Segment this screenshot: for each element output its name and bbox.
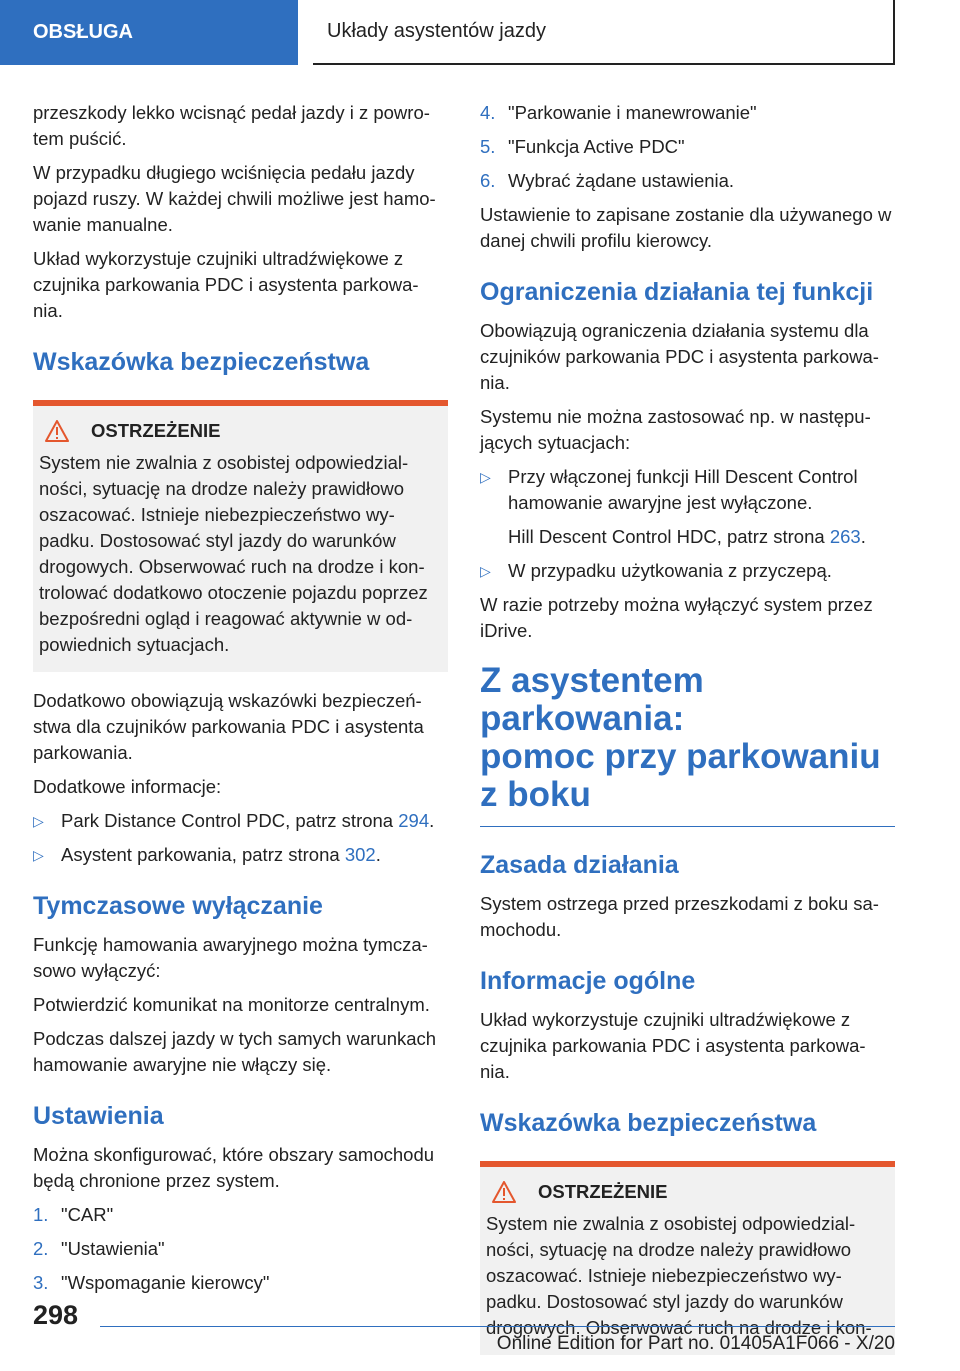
page-link[interactable]: 263 bbox=[829, 526, 861, 547]
warning-header bbox=[39, 420, 438, 442]
heading-safety: Wskazówka bezpieczeństwa bbox=[33, 348, 370, 376]
list-item bbox=[33, 808, 448, 834]
step-number: 4. bbox=[480, 102, 496, 123]
chapter-heading-line: z boku bbox=[480, 775, 591, 814]
chapter-heading-line: pomoc przy parkowaniu bbox=[480, 737, 881, 776]
heading-general-info: Informacje ogólne bbox=[480, 967, 696, 995]
warning-title: OSTRZEŻENIE bbox=[538, 1181, 668, 1202]
step-text: "Funkcja Active PDC" bbox=[508, 136, 685, 157]
heading-limitations: Ograniczenia działania tej funkcji bbox=[480, 278, 874, 306]
step-text: Wybrać żądane ustawienia. bbox=[508, 170, 735, 191]
step-number: 1. bbox=[33, 1204, 49, 1225]
step-number: 3. bbox=[33, 1272, 49, 1293]
section-tab bbox=[0, 0, 298, 65]
list-item-text: Park Distance Control PDC, patrz strona 294. bbox=[61, 810, 435, 831]
warning-text: System nie zwalnia z osobistej odpowiedzial-ności, sytuację na drodze należy prawidłowo oszacować. Istnieje niebezpieczeństwo wy-padku. Dostosować styl jazdy do warunków drogowych. Obserwować ruch na drodze i kon- bbox=[486, 1213, 872, 1338]
warning-header bbox=[486, 1181, 885, 1203]
paragraph: W razie potrzeby można wyłączyć system przez iDrive. bbox=[480, 594, 873, 641]
triangle-bullet-icon: ▷ bbox=[33, 813, 44, 829]
list-item-text: Przy włączonej funkcji Hill Descent Control hamowanie awaryjne jest wyłączone. bbox=[508, 466, 858, 513]
triangle-bullet-icon: ▷ bbox=[480, 469, 491, 485]
triangle-bullet-icon: ▷ bbox=[33, 847, 44, 863]
paragraph: Dodatkowo obowiązują wskazówki bezpieczeń-stwa dla czujników parkowania PDC i asystenta parkowania. bbox=[33, 690, 424, 763]
footer-divider bbox=[100, 1326, 895, 1327]
paragraph: Obowiązują ograniczenia działania systemu dla czujników parkowania PDC i asystenta parkowa-nia. bbox=[480, 320, 879, 393]
paragraph: Systemu nie można zastosować np. w następu-jących sytuacjach: bbox=[480, 406, 871, 453]
section-title: OBSŁUGA bbox=[33, 21, 133, 43]
warning-title: OSTRZEŻENIE bbox=[91, 420, 221, 441]
paragraph: W przypadku długiego wciśnięcia pedału jazdy pojazd ruszy. W każdej chwili możliwe jest hamo-wanie manualne. bbox=[33, 162, 436, 235]
limitations-list bbox=[480, 464, 895, 516]
limitations-list bbox=[480, 558, 895, 584]
step-text: "CAR" bbox=[61, 1204, 114, 1225]
warning-text: System nie zwalnia z osobistej odpowiedzial-ności, sytuację na drodze należy prawidłowo oszacować. Istnieje niebezpieczeństwo wy-padku. Dostosować styl jazdy do warunków drogowych. Obserwować ruch na drodze i kon-trolować dodatkowo otoczenie pojazdu poprzez bezpośredni ogląd i reagować aktywnie w od-powiednich sytuacjach. bbox=[39, 452, 428, 655]
list-item-text: Asystent parkowania, patrz strona 302. bbox=[61, 844, 381, 865]
step-number: 2. bbox=[33, 1238, 49, 1259]
heading-principle: Zasada działania bbox=[480, 851, 679, 879]
triangle-bullet-icon: ▷ bbox=[480, 563, 491, 579]
warning-triangle-icon bbox=[45, 420, 69, 442]
step-number: 6. bbox=[480, 170, 496, 191]
step-item bbox=[33, 1202, 448, 1228]
steps-list bbox=[480, 100, 895, 194]
paragraph: Ustawienie to zapisane zostanie dla używanego w danej chwili profilu kierowcy. bbox=[480, 204, 892, 251]
paragraph: System ostrzega przed przeszkodami z boku sa-mochodu. bbox=[480, 893, 879, 940]
list-item bbox=[480, 464, 895, 516]
right-column bbox=[480, 100, 895, 1371]
paragraph: przeszkody lekko wcisnąć pedał jazdy i z powro-tem puścić. bbox=[33, 102, 430, 149]
steps-list bbox=[33, 1202, 448, 1296]
left-column bbox=[33, 100, 448, 1304]
step-text: "Ustawienia" bbox=[61, 1238, 165, 1259]
step-item bbox=[480, 168, 895, 194]
page-link[interactable]: 294 bbox=[398, 810, 430, 831]
info-list bbox=[33, 808, 448, 868]
chapter-header bbox=[313, 0, 895, 65]
step-number: 5. bbox=[480, 136, 496, 157]
sub-paragraph: Hill Descent Control HDC, patrz strona 263. bbox=[508, 526, 866, 547]
paragraph: Podczas dalszej jazdy w tych samych warunkach hamowanie awaryjne nie włączy się. bbox=[33, 1028, 437, 1075]
step-text: "Parkowanie i manewrowanie" bbox=[508, 102, 757, 123]
divider bbox=[480, 826, 895, 827]
list-item bbox=[480, 558, 895, 584]
step-item bbox=[33, 1270, 448, 1296]
list-item-text: W przypadku użytkowania z przyczepą. bbox=[508, 560, 832, 581]
paragraph: Funkcję hamowania awaryjnego można tymcza-sowo wyłączyć: bbox=[33, 934, 428, 981]
step-item bbox=[480, 100, 895, 126]
step-item bbox=[33, 1236, 448, 1262]
page-number: 298 bbox=[33, 1300, 79, 1330]
paragraph: Można skonfigurować, które obszary samochodu będą chronione przez system. bbox=[33, 1144, 435, 1191]
page-link[interactable]: 302 bbox=[344, 844, 376, 865]
step-text: "Wspomaganie kierowcy" bbox=[61, 1272, 270, 1293]
paragraph: Potwierdzić komunikat na monitorze centralnym. bbox=[33, 994, 430, 1015]
chapter-heading-line: Z asystentem parkowania: bbox=[480, 661, 704, 738]
paragraph: Układ wykorzystuje czujniki ultradźwiękowe z czujnika parkowania PDC i asystenta parkowa-nia. bbox=[480, 1009, 866, 1082]
warning-triangle-icon bbox=[492, 1181, 516, 1203]
warning-box bbox=[33, 400, 448, 672]
heading-temporary-disable: Tymczasowe wyłączanie bbox=[33, 892, 323, 920]
edition-note: Online Edition for Part no. 01405A1F066 - X/20 bbox=[496, 1333, 895, 1354]
paragraph: Układ wykorzystuje czujniki ultradźwiękowe z czujnika parkowania PDC i asystenta parkowa-nia. bbox=[33, 248, 419, 321]
heading-settings: Ustawienia bbox=[33, 1102, 164, 1130]
chapter-heading bbox=[480, 662, 895, 814]
list-item bbox=[33, 842, 448, 868]
paragraph: Dodatkowe informacje: bbox=[33, 776, 222, 797]
chapter-title: Układy asystentów jazdy bbox=[327, 20, 546, 42]
step-item bbox=[480, 134, 895, 160]
heading-safety: Wskazówka bezpieczeństwa bbox=[480, 1109, 817, 1137]
